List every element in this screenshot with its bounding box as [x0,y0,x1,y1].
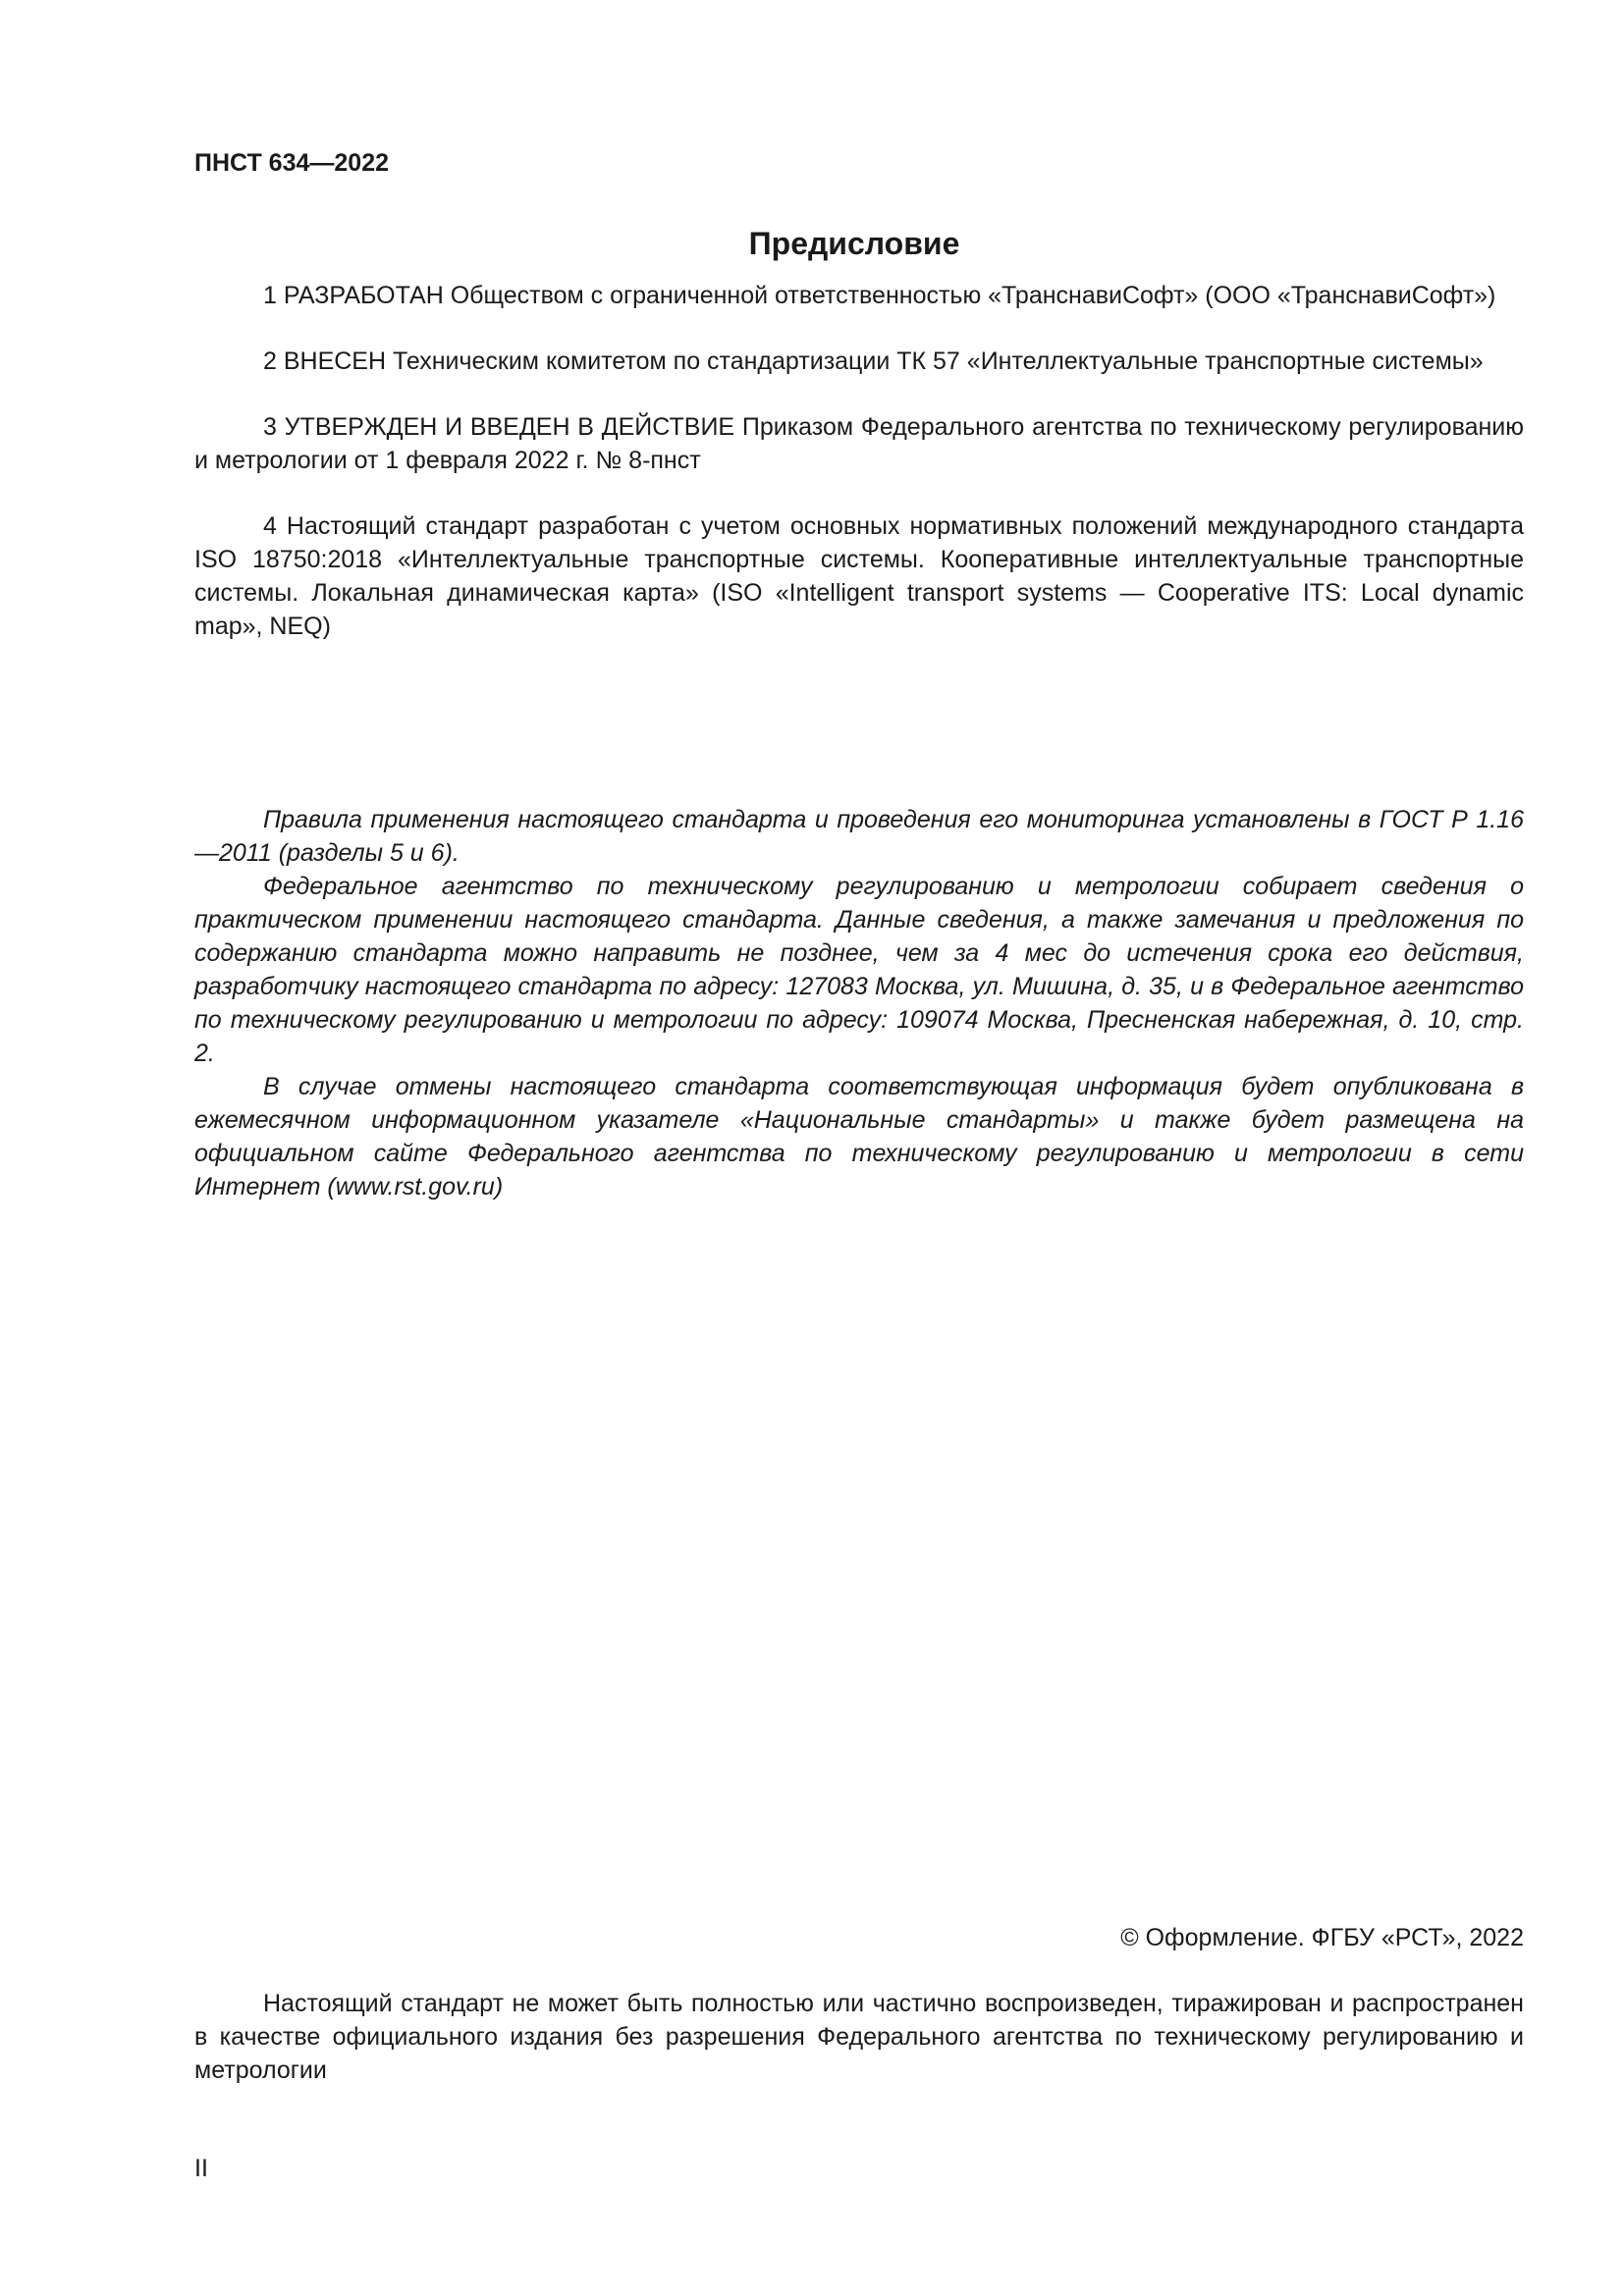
copyright-line: © Оформление. ФГБУ «РСТ», 2022 [1120,1924,1524,1951]
page-title: Предисловие [748,226,960,261]
note-paragraph-2: Федеральное агентство по техническому регулированию и метрологии собирает сведения о практическом применении настоящего стандарта. Данные сведения, а также замечания и предложения по содержанию стандарта можно направить не позднее, чем за 4 мес до истечения срока его действия, разработчику настоящего стандарта по адресу: 127083 Москва, ул. Мишина, д. 35, и в Федеральное агентство по техническому регулированию и метрологии по адресу: 109074 Москва, Пресненская набережная, д. 10, стр. 2. [194,873,1524,1067]
note-paragraph-3: В случае отмены настоящего стандарта соответствующая информация будет опубликована в ежемесячном информационном указателе «Национальные стандарты» и также будет размещена на официальном сайте Федерального агентства по техническому регулированию и метрологии в сети Интернет (www.rst.gov.ru) [194,1073,1524,1201]
reproduction-notice-text: Настоящий стандарт не может быть полностью или частично воспроизведен, тиражирован и распространен в качестве официального издания без разрешения Федерального агентства по техническому регулированию и метрологии [194,1990,1524,2084]
preface-item-4: 4 Настоящий стандарт разработан с учетом основных нормативных положений международного стандарта ISO 18750:2018 «Интеллектуальные транспортные системы. Кооперативные интеллектуальные транспортные системы. Локальная динамическая карта» (ISO «Intelligent transport systems — Cooperative ITS: Local dynamic map», NEQ) [194,512,1524,640]
document-code: ПНСТ 634—2022 [194,149,389,177]
preface-item-2: 2 ВНЕСЕН Техническим комитетом по стандартизации ТК 57 «Интеллектуальные транспортные системы» [263,347,1484,375]
page-number: II [194,2155,208,2182]
standard-notes [194,803,1524,1203]
preface-items [194,279,1524,675]
note-paragraph-1: Правила применения настоящего стандарта и проведения его мониторинга установлены в ГОСТ Р 1.16—2011 (разделы 5 и 6). [194,806,1524,867]
reproduction-notice [194,1987,1524,2087]
preface-item-1: 1 РАЗРАБОТАН Обществом с ограниченной ответственностью «ТранснавиСофт» (ООО «ТранснавиСофт») [263,282,1496,309]
preface-item-3: 3 УТВЕРЖДЕН И ВВЕДЕН В ДЕЙСТВИЕ Приказом Федерального агентства по техническому регулированию и метрологии от 1 февраля 2022 г. № 8-пнст [194,413,1524,474]
